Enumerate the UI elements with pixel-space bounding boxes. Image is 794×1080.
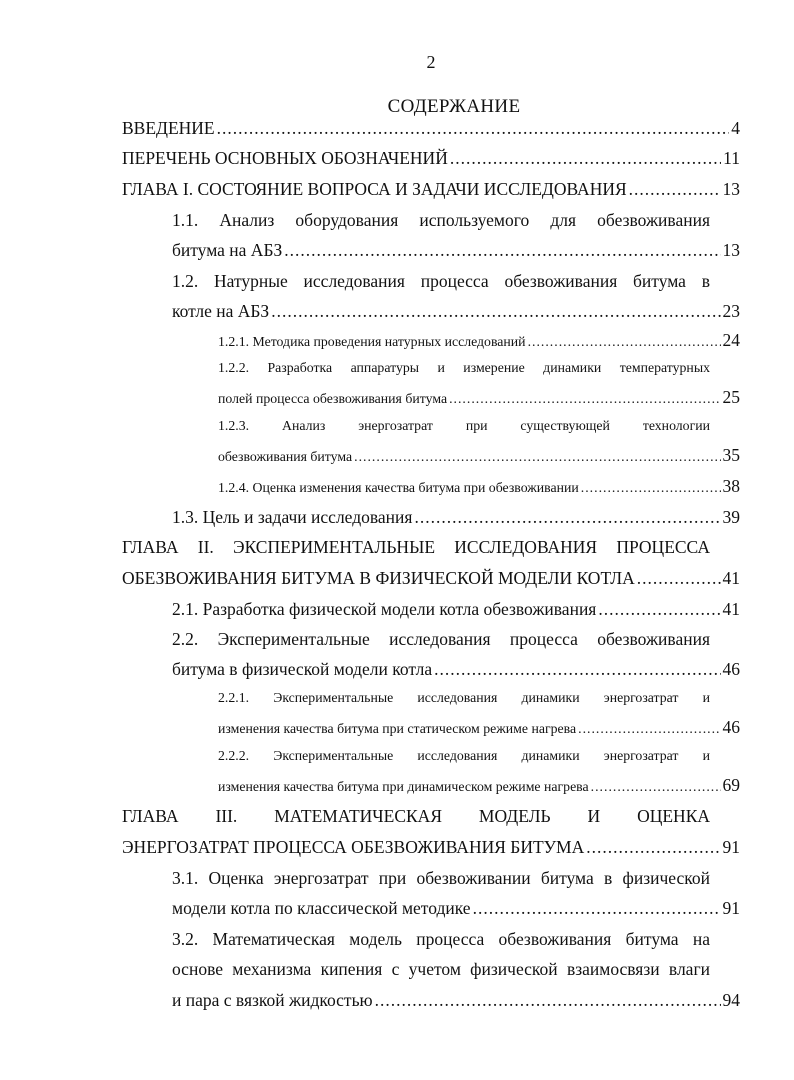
entry-text: основе механизма кипения с учетом физической взаимосвязи влаги xyxy=(172,959,710,979)
toc-entry-1-2-1[interactable] xyxy=(218,325,740,355)
entry-page: 38 xyxy=(722,476,740,496)
entry-page: 11 xyxy=(723,148,740,168)
toc-entry-chapter-2-line2[interactable] xyxy=(122,563,740,593)
entry-text: 2.1. Разработка физической модели котла обезвоживания xyxy=(172,599,597,619)
dot-leader xyxy=(449,384,720,414)
entry-text: изменения качества битума при статическом режиме нагрева xyxy=(218,721,577,736)
dot-leader xyxy=(591,772,721,802)
entry-text: 1.1. Анализ оборудования используемого для обезвоживания xyxy=(172,210,710,230)
toc-entry-chapter-1[interactable] xyxy=(122,174,740,204)
toc-entry-1-1-line1[interactable] xyxy=(172,205,710,235)
toc-entry-chapter-3-line1[interactable] xyxy=(122,801,710,831)
entry-text: битума на АБЗ xyxy=(172,240,283,260)
entry-text: 1.2.4. Оценка изменения качества битума при обезвоживании xyxy=(218,480,579,495)
page-number: 2 xyxy=(426,52,436,72)
dot-leader xyxy=(578,714,720,744)
toc-entry-1-1-line2[interactable] xyxy=(172,235,740,265)
entry-page: 91 xyxy=(722,898,740,918)
entry-text: ЭНЕРГОЗАТРАТ ПРОЦЕССА ОБЕЗВОЖИВАНИЯ БИТУМА xyxy=(122,837,585,857)
entry-text: и пара с вязкой жидкостью xyxy=(172,990,373,1010)
dot-leader xyxy=(414,502,720,532)
entry-page: 41 xyxy=(722,568,740,588)
entry-text: изменения качества битума при динамическом режиме нагрева xyxy=(218,779,589,794)
toc-entry-3-1-line1[interactable] xyxy=(172,863,710,893)
entry-text: ГЛАВА I. СОСТОЯНИЕ ВОПРОСА И ЗАДАЧИ ИССЛЕДОВАНИЯ xyxy=(122,179,627,199)
dot-leader xyxy=(217,113,730,143)
toc-entry-1-2-2-line1[interactable] xyxy=(218,353,710,383)
toc-entry-3-1-line2[interactable] xyxy=(172,893,740,923)
toc-entry-1-2-2-line2[interactable] xyxy=(218,382,740,412)
toc-entry-2-1[interactable] xyxy=(172,594,740,624)
toc-entry-2-2-line1[interactable] xyxy=(172,624,710,654)
toc-entry-notation[interactable] xyxy=(122,143,740,173)
toc-entry-1-2-3-line2[interactable] xyxy=(218,440,740,470)
dot-leader xyxy=(375,985,721,1015)
toc-title: СОДЕРЖАНИЕ xyxy=(387,96,521,117)
entry-page: 13 xyxy=(722,240,740,260)
dot-leader xyxy=(271,296,720,326)
entry-text: 1.2.3. Анализ энергозатрат при существующей технологии xyxy=(218,418,710,433)
toc-entry-2-2-2-line1[interactable] xyxy=(218,741,710,771)
toc-entry-1-3[interactable] xyxy=(172,502,740,532)
toc-entry-3-2-line1[interactable] xyxy=(172,924,710,954)
dot-leader xyxy=(473,893,721,923)
entry-page: 4 xyxy=(731,118,740,138)
toc-entry-3-2-line2[interactable] xyxy=(172,954,710,984)
dot-leader xyxy=(629,174,721,204)
entry-text: обезвоживания битума xyxy=(218,449,353,464)
entry-text: ОБЕЗВОЖИВАНИЯ БИТУМА В ФИЗИЧЕСКОЙ МОДЕЛИ КОТЛА xyxy=(122,568,635,588)
entry-text: ПЕРЕЧЕНЬ ОСНОВНЫХ ОБОЗНАЧЕНИЙ xyxy=(122,148,448,168)
toc-entry-2-2-2-line2[interactable] xyxy=(218,770,740,800)
entry-page: 35 xyxy=(722,445,740,465)
entry-text: 1.2.2. Разработка аппаратуры и измерение динамики температурных xyxy=(218,360,710,375)
toc-entry-2-2-line2[interactable] xyxy=(172,654,740,684)
dot-leader xyxy=(586,832,720,862)
entry-text: ВВЕДЕНИЕ xyxy=(122,118,215,138)
toc-entry-3-2-line3[interactable] xyxy=(172,985,740,1015)
toc-entry-1-2-line2[interactable] xyxy=(172,296,740,326)
entry-text: битума в физической модели котла xyxy=(172,659,433,679)
entry-text: ГЛАВА II. ЭКСПЕРИМЕНТАЛЬНЫЕ ИССЛЕДОВАНИЯ ПРОЦЕССА xyxy=(122,537,710,557)
entry-text: 2.2.2. Экспериментальные исследования динамики энергозатрат и xyxy=(218,748,710,763)
entry-text: 1.2.1. Методика проведения натурных исследований xyxy=(218,334,526,349)
entry-text: полей процесса обезвоживания битума xyxy=(218,391,448,406)
dot-leader xyxy=(434,654,720,684)
toc-entry-1-2-3-line1[interactable] xyxy=(218,411,710,441)
entry-text: ГЛАВА III. МАТЕМАТИЧЕСКАЯ МОДЕЛЬ И ОЦЕНКА xyxy=(122,806,710,826)
dot-leader xyxy=(284,235,720,265)
toc-entry-intro[interactable] xyxy=(122,113,740,143)
dot-leader xyxy=(637,563,721,593)
entry-page: 46 xyxy=(722,659,740,679)
entry-page: 39 xyxy=(722,507,740,527)
entry-page: 13 xyxy=(722,179,740,199)
entry-page: 23 xyxy=(722,301,740,321)
entry-text: котле на АБЗ xyxy=(172,301,270,321)
toc-entry-1-2-4[interactable] xyxy=(218,471,740,501)
entry-page: 94 xyxy=(722,990,740,1010)
entry-page: 69 xyxy=(722,775,740,795)
entry-page: 91 xyxy=(722,837,740,857)
toc-entry-chapter-2-line1[interactable] xyxy=(122,532,710,562)
toc-entry-1-2-line1[interactable] xyxy=(172,266,710,296)
toc-entry-2-2-1-line1[interactable] xyxy=(218,683,710,713)
dot-leader xyxy=(354,442,720,472)
entry-page: 41 xyxy=(722,599,740,619)
entry-text: модели котла по классической методике xyxy=(172,898,471,918)
dot-leader xyxy=(598,594,720,624)
entry-text: 1.2. Натурные исследования процесса обезвоживания битума в xyxy=(172,271,710,291)
entry-text: 3.1. Оценка энергозатрат при обезвоживании битума в физической xyxy=(172,868,710,888)
entry-text: 3.2. Математическая модель процесса обезвоживания битума на xyxy=(172,929,710,949)
entry-page: 24 xyxy=(722,330,740,350)
entry-page: 46 xyxy=(722,717,740,737)
dot-leader xyxy=(450,143,721,173)
entry-text: 2.2.1. Экспериментальные исследования динамики энергозатрат и xyxy=(218,690,710,705)
entry-text: 2.2. Экспериментальные исследования процесса обезвоживания xyxy=(172,629,710,649)
entry-page: 25 xyxy=(722,387,740,407)
toc-entry-chapter-3-line2[interactable] xyxy=(122,832,740,862)
toc-entry-2-2-1-line2[interactable] xyxy=(218,712,740,742)
entry-text: 1.3. Цель и задачи исследования xyxy=(172,507,413,527)
dot-leader xyxy=(581,473,721,503)
